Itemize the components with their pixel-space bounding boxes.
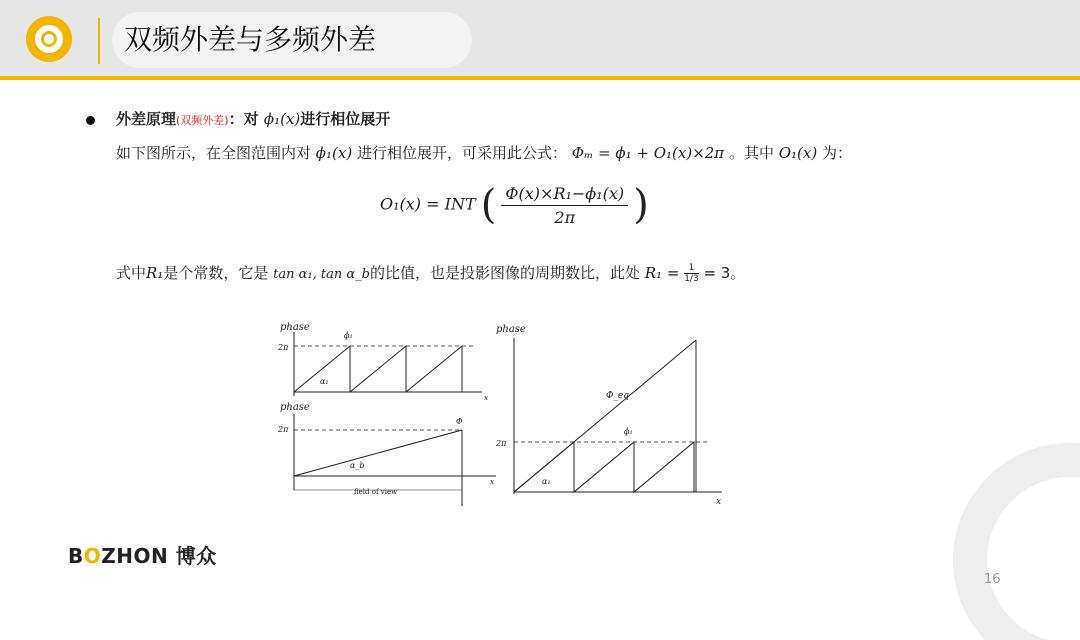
phase-label-right: phase xyxy=(496,324,526,335)
ratio-r1: R₁ xyxy=(146,264,164,282)
formula-lhs: O₁(x) = INT xyxy=(380,194,476,214)
two-pi-label-right: 2π xyxy=(496,439,507,448)
desc-text-d: 为： xyxy=(822,144,853,162)
ratio-fraction xyxy=(684,263,698,284)
formula-paren-right: ) xyxy=(633,182,649,228)
bullet-dot xyxy=(86,116,95,125)
two-pi-label-top-left: 2π xyxy=(278,343,289,352)
main-formula xyxy=(380,182,649,228)
logo-icon xyxy=(26,16,72,62)
desc-text-c: 。其中 xyxy=(728,144,774,162)
desc-o1: O₁(x) xyxy=(778,144,818,162)
formula-denominator: 2π xyxy=(554,207,576,227)
bullet-heading xyxy=(116,108,390,129)
ratio-text-b: 是个常数，它是 xyxy=(163,264,269,282)
heterodyne-diagram xyxy=(270,318,740,510)
ratio-frac-den: 1/3 xyxy=(684,274,699,284)
desc-text-a: 如下图所示，在全图范围内对 xyxy=(116,144,312,162)
ratio-tan: tan α₁, tan α_b xyxy=(273,267,370,282)
alphab-label: α_b xyxy=(350,461,365,470)
brand-rest: ZHON xyxy=(101,544,169,568)
desc-phi: ϕ₁(x) xyxy=(315,144,353,162)
x-label-bottom-left: x xyxy=(490,478,494,486)
alpha1-label-top: α₁ xyxy=(320,377,329,386)
brand-o: O xyxy=(83,544,102,568)
fov-label: field of view xyxy=(354,488,398,496)
heading-phi: ϕ₁(x) xyxy=(263,110,301,128)
formula-fraction xyxy=(501,184,628,227)
phase-label-bottom-left: phase xyxy=(280,402,310,413)
two-pi-label-bottom-left: 2π xyxy=(278,425,289,434)
phi1-label-top: ϕ₁ xyxy=(344,331,353,340)
ratio-r1b: R₁ xyxy=(644,264,663,282)
description-line xyxy=(116,142,852,163)
desc-formula: Φₘ = ϕ₁ + O₁(x)×2π xyxy=(571,144,725,162)
ratio-text-a: 式中 xyxy=(116,264,147,282)
brand-cn: 博众 xyxy=(175,544,217,568)
heading-label: 外差原理 xyxy=(116,110,177,128)
ratio-frac-num: 1 xyxy=(684,263,698,274)
formula-numerator: Φ(x)×R₁−ϕ₁(x) xyxy=(501,184,628,206)
heading-rest: 进行相位展开 xyxy=(300,110,391,128)
phib-label: Φ xyxy=(456,417,463,426)
header-accent-bar xyxy=(0,76,1080,80)
ratio-result: = 3。 xyxy=(703,264,746,282)
phase-label-top-left: phase xyxy=(280,322,310,333)
decorative-ring-icon xyxy=(950,440,1080,640)
page-number: 16 xyxy=(984,572,1001,587)
brand-b: B xyxy=(68,544,84,568)
phieq-label: Φ_eq xyxy=(606,391,629,401)
heading-sub: (双频外差) xyxy=(176,114,229,127)
brand-logo xyxy=(68,540,217,569)
ratio-eq: = xyxy=(666,264,680,282)
phi1-label-right: ϕ₁ xyxy=(624,427,633,436)
x-label-right: x xyxy=(716,497,722,507)
formula-paren-left: ( xyxy=(480,182,497,228)
heading-sep: ：对 xyxy=(228,110,259,128)
alpha1-label-right: α₁ xyxy=(542,477,551,486)
ratio-text-c: 的比值，也是投影图像的周期数比，此处 xyxy=(369,264,640,282)
ramp-phib xyxy=(294,430,462,476)
ratio-line xyxy=(116,262,745,284)
title-divider xyxy=(98,18,100,64)
desc-text-b: 进行相位展开，可采用此公式： xyxy=(356,144,567,162)
page-title: 双频外差与多频外差 xyxy=(112,12,472,68)
x-label-top-left: x xyxy=(484,394,488,402)
sawtooth-phi1-right xyxy=(514,442,694,492)
